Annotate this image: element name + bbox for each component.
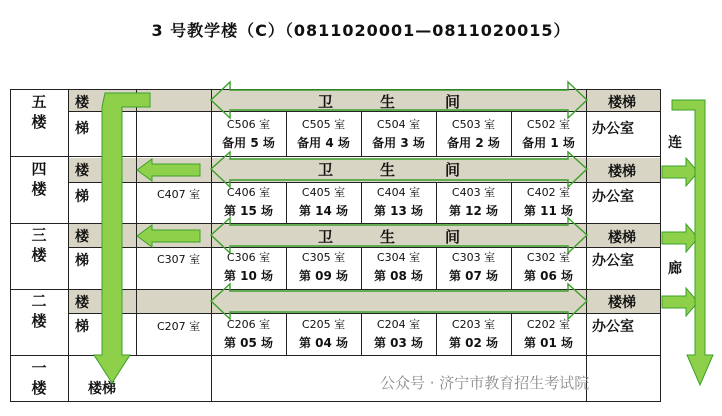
wc-label-c: 间 — [445, 228, 461, 246]
stairs-left-label-bottom: 梯 — [75, 253, 89, 269]
room-cell: C404 室 第 13 场 — [373, 186, 424, 218]
wc-label-a: 卫 — [318, 228, 334, 246]
stairs-left-label-top: 楼 — [75, 163, 89, 179]
office-label-f4: 办公室 — [592, 189, 634, 205]
office-label-f5: 办公室 — [592, 121, 634, 137]
stairs-left-label-top: 楼 — [75, 229, 89, 245]
side-room-c407: C407 室 — [157, 188, 201, 201]
stairs-left-label-top: 楼 — [75, 295, 89, 311]
stairs-first-floor-label: 楼梯 — [88, 381, 116, 397]
stairs-right-label-f5: 楼梯 — [608, 95, 636, 111]
room-cell: C405 室 第 14 场 — [298, 186, 349, 218]
floor-label-1: 一 楼 — [31, 359, 47, 397]
room-cell: C303 室 第 07 场 — [448, 251, 499, 283]
page-title: 3 号教学楼（C）（0811020001—0811020015） — [151, 21, 571, 40]
stairs-left-label-bottom: 梯 — [75, 319, 89, 335]
floor-label-4: 四 楼 — [31, 160, 47, 198]
room-cell: C202 室 第 01 场 — [523, 318, 574, 350]
wc-label-b: 生 — [380, 93, 396, 111]
stairs-right-label-f4: 楼梯 — [608, 164, 636, 180]
floor-label-2: 二 楼 — [31, 292, 47, 330]
room-cell: C204 室 第 03 场 — [373, 318, 424, 350]
room-cell: C505 室 备用 4 场 — [297, 118, 350, 150]
wc-label-a: 卫 — [318, 93, 334, 111]
wc-label-c: 间 — [445, 161, 461, 179]
stairs-left-label-top: 楼 — [75, 95, 89, 111]
floor-label-5: 五 楼 — [31, 93, 47, 131]
side-room-c207: C207 室 — [157, 320, 201, 333]
room-cell: C203 室 第 02 场 — [448, 318, 499, 350]
room-cell: C504 室 备用 3 场 — [372, 118, 425, 150]
office-label-f3: 办公室 — [592, 253, 634, 269]
room-cell: C302 室 第 06 场 — [523, 251, 574, 283]
room-cell: C305 室 第 09 场 — [298, 251, 349, 283]
room-cell: C402 室 第 11 场 — [523, 186, 574, 218]
wc-label-b: 生 — [380, 228, 396, 246]
corridor-label-bottom: 廊 — [668, 261, 682, 277]
office-label-f2: 办公室 — [592, 319, 634, 335]
corridor-label-top: 连 — [668, 135, 682, 151]
room-cell: C406 室 第 15 场 — [223, 186, 274, 218]
watermark: 公众号 · 济宁市教育招生考试院 — [380, 374, 590, 392]
room-cell: C403 室 第 12 场 — [448, 186, 499, 218]
stairs-left-label-bottom: 梯 — [75, 121, 89, 137]
room-cell: C304 室 第 08 场 — [373, 251, 424, 283]
room-cell: C502 室 备用 1 场 — [522, 118, 575, 150]
stairs-right-label-f2: 楼梯 — [608, 295, 636, 311]
wc-label-a: 卫 — [318, 161, 334, 179]
stairs-right-label-f3: 楼梯 — [608, 230, 636, 246]
side-room-c307: C307 室 — [157, 253, 201, 266]
room-cell: C503 室 备用 2 场 — [447, 118, 500, 150]
room-cell: C205 室 第 04 场 — [298, 318, 349, 350]
floor-label-3: 三 楼 — [31, 226, 47, 264]
room-cell: C206 室 第 05 场 — [223, 318, 274, 350]
stairs-left-label-bottom: 梯 — [75, 189, 89, 205]
wc-label-c: 间 — [445, 93, 461, 111]
room-cell: C306 室 第 10 场 — [223, 251, 274, 283]
wc-label-b: 生 — [380, 161, 396, 179]
room-cell: C506 室 备用 5 场 — [222, 118, 275, 150]
